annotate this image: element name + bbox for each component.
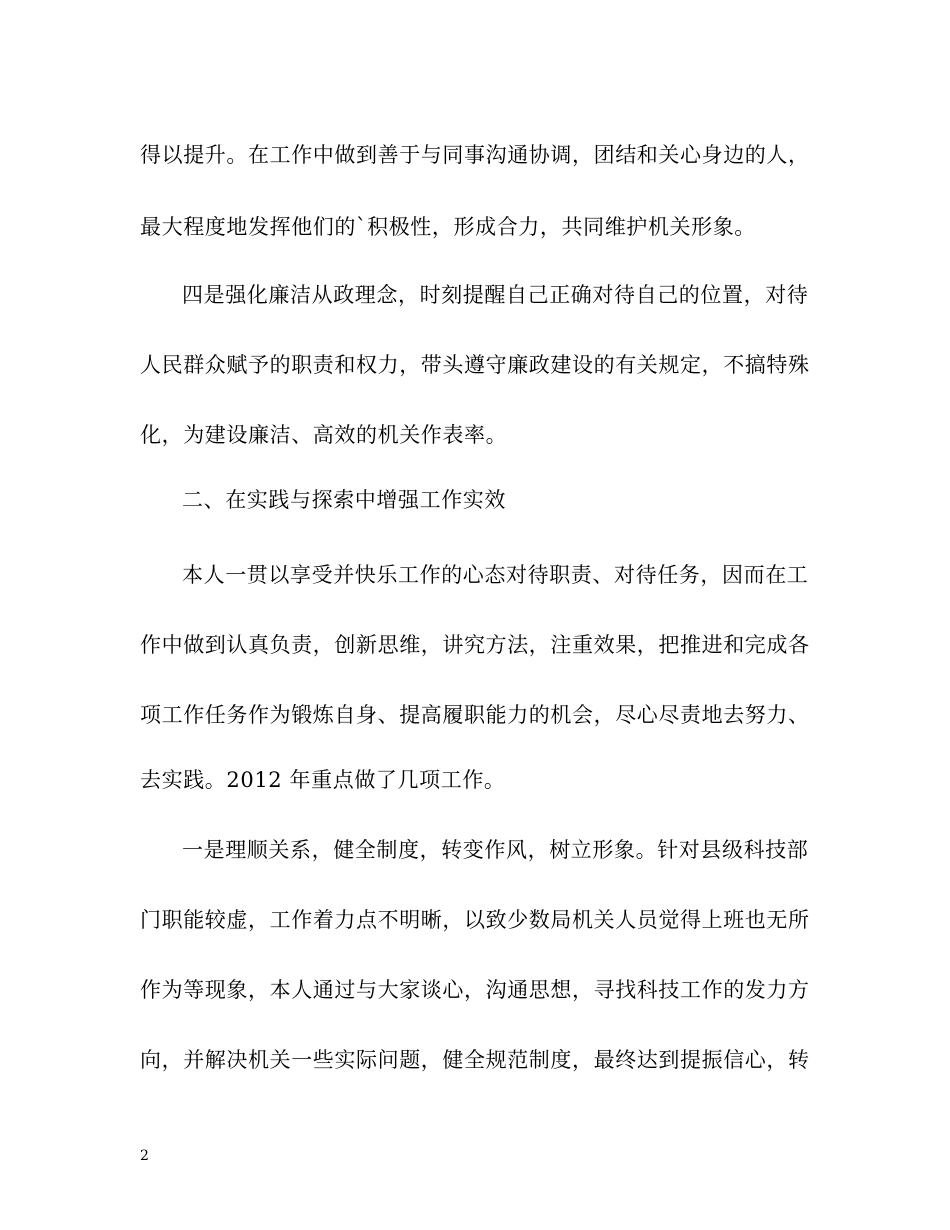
text-line: 作中做到认真负责，创新思维，讲究方法，注重效果，把推进和完成各	[140, 633, 810, 657]
text-line: 得以提升。在工作中做到善于与同事沟通协调，团结和关心身边的人，	[140, 143, 810, 167]
text-line: 门职能较虚，工作着力点不明晰，以致少数局机关人员觉得上班也无所	[140, 908, 810, 932]
text-line: 向，并解决机关一些实际问题，健全规范制度，最终达到提振信心，转	[140, 1048, 810, 1072]
text-line: 人民群众赋予的职责和权力，带头遵守廉政建设的有关规定，不搞特殊	[140, 353, 810, 377]
text-line: 作为等现象，本人通过与大家谈心，沟通思想，寻找科技工作的发力方	[140, 978, 810, 1002]
text-line: 最大程度地发挥他们的`积极性，形成合力，共同维护机关形象。	[140, 215, 756, 239]
section-heading: 二、在实践与探索中增强工作实效	[182, 488, 506, 512]
page-number: 2	[140, 1148, 149, 1164]
text-line: 去实践。2012 年重点做了几项工作。	[140, 768, 506, 792]
paragraph-first-line: 本人一贯以享受并快乐工作的心态对待职责、对待任务，因而在工	[182, 563, 809, 587]
paragraph-first-line: 四是强化廉洁从政理念，时刻提醒自己正确对待自己的位置，对待	[182, 283, 809, 307]
paragraph-first-line: 一是理顺关系，健全制度，转变作风，树立形象。针对县级科技部	[182, 838, 809, 862]
text-line: 项工作任务作为锻炼自身、提高履职能力的机会，尽心尽责地去努力、	[140, 703, 810, 727]
text-line: 化，为建设廉洁、高效的机关作表率。	[140, 423, 508, 447]
